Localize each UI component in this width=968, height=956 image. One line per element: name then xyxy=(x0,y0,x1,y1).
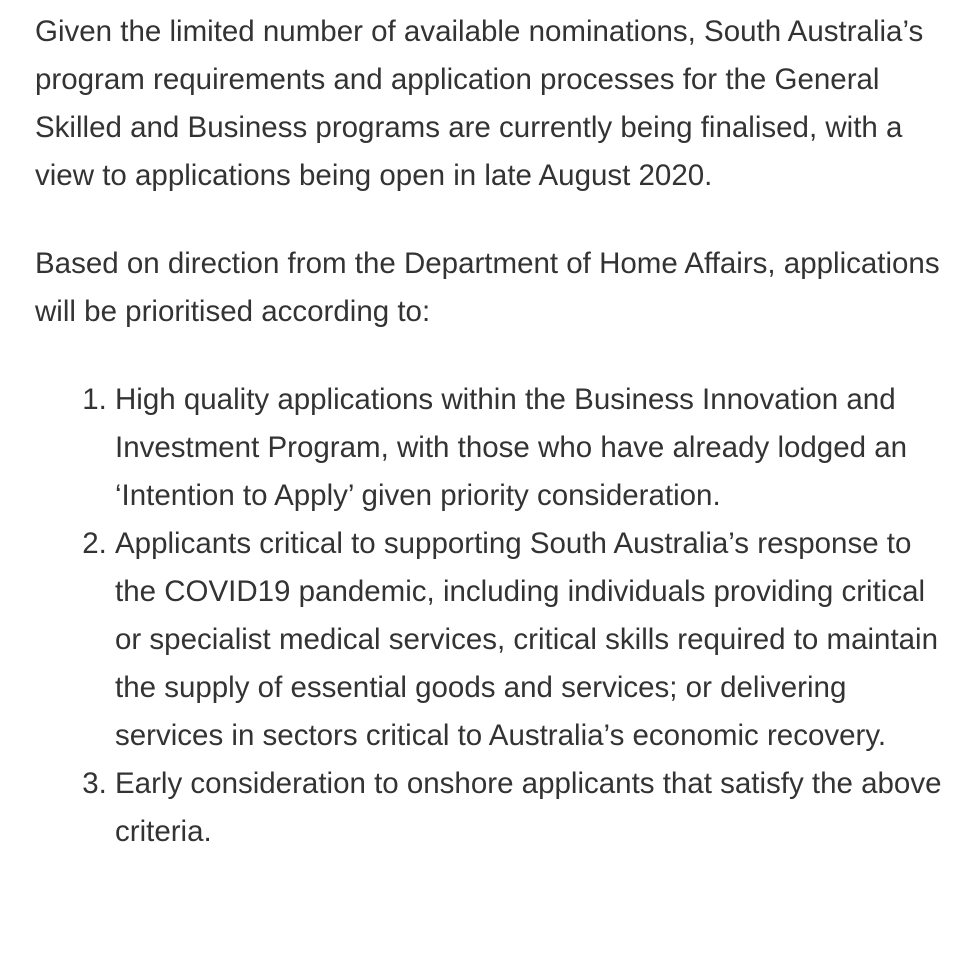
intro-paragraph: Given the limited number of available nominations, South Australia’s program requirements and application processes for the General Skilled and Business programs are currently being finalised, with a view to applications being open in late August 2020. xyxy=(35,15,924,192)
list-item: 1. High quality applications within the Business Innovation and Investment Program, with those who have already lodged an ‘Intention to Apply’ given priority consideration. xyxy=(115,376,950,520)
direction-paragraph: Based on direction from the Department of Home Affairs, applications will be prioritised according to: xyxy=(35,247,940,328)
priority-list xyxy=(35,376,950,856)
document-body xyxy=(35,8,950,856)
list-item: 3. Early consideration to onshore applicants that satisfy the above criteria. xyxy=(115,760,950,856)
list-item: 2. Applicants critical to supporting South Australia’s response to the COVID19 pandemic, including individuals providing critical or specialist medical services, critical skills required to maintain the supply of essential goods and services; or delivering services in sectors critical to Australia’s economic recovery. xyxy=(115,520,950,760)
